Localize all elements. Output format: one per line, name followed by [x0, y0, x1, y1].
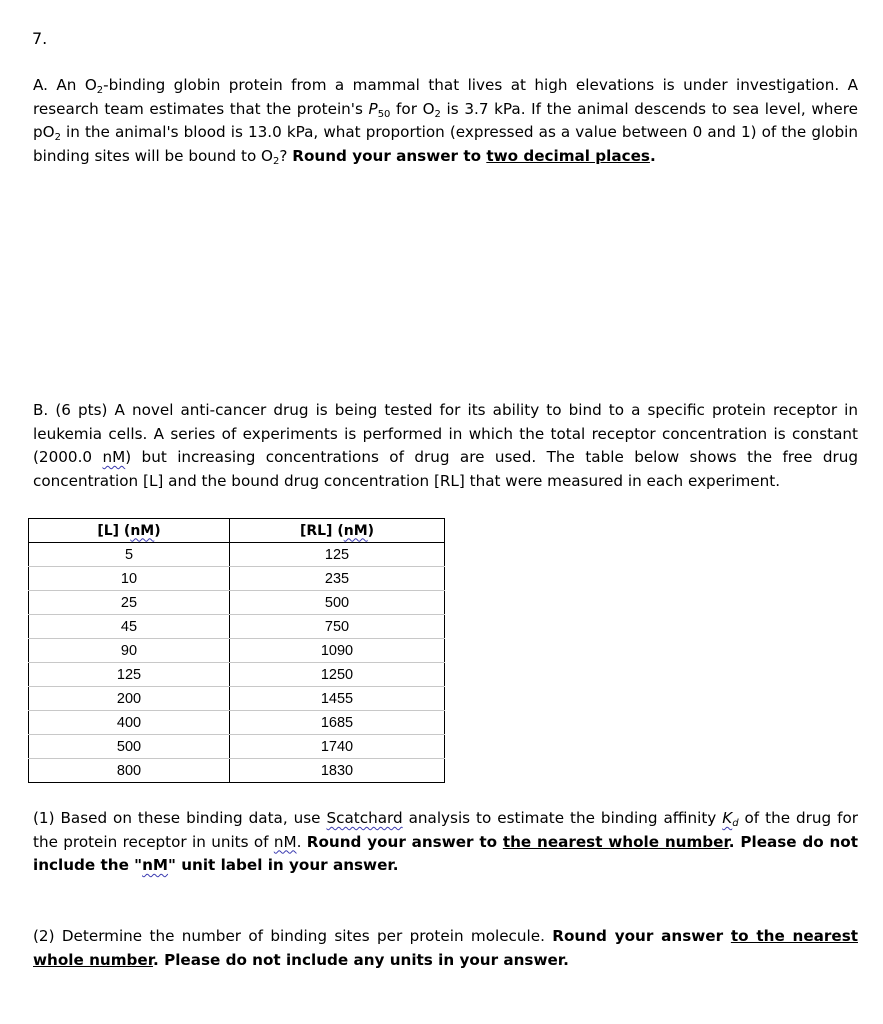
free-drug-cell: 90 — [29, 639, 230, 663]
sub-question-1: (1) Based on these binding data, use Scatchard analysis to estimate the binding affinity $K_d$ of the drug for the protein receptor in units of nM. Round your answer to the nearest whole number. Please do not include the "nM" unit label in your answer. — [33, 809, 859, 874]
bound-drug-cell: 500 — [230, 591, 445, 615]
bound-drug-cell: 1685 — [230, 711, 445, 735]
sub-question-2-instruction: Round your answer to the nearest whole number. Please do not include any units in your answer. — [33, 927, 858, 969]
table-row — [29, 543, 445, 567]
table-row — [29, 711, 445, 735]
free-drug-cell: 25 — [29, 591, 230, 615]
table-row — [29, 663, 445, 687]
table-row — [29, 735, 445, 759]
question-number: 7. — [32, 29, 48, 48]
part-a-rounding-instruction: Round your answer to two decimal places. — [292, 146, 656, 165]
table-row — [29, 591, 445, 615]
bound-drug-cell: 1250 — [230, 663, 445, 687]
bound-drug-cell: 1090 — [230, 639, 445, 663]
sub-question-1-instruction: Round your answer to the nearest whole number. Please do not include the "nM" unit label in your answer. — [33, 832, 859, 874]
column-header-bound-drug: [RL] (nM) — [230, 519, 445, 543]
binding-data-table — [28, 518, 445, 783]
table-row — [29, 567, 445, 591]
scatchard-term: Scatchard — [326, 809, 403, 827]
column-header-free-drug: [L] (nM) — [29, 519, 230, 543]
nm-unit: nM — [102, 448, 126, 466]
table-row — [29, 639, 445, 663]
bound-drug-cell: 1740 — [230, 735, 445, 759]
table-row — [29, 687, 445, 711]
free-drug-cell: 10 — [29, 567, 230, 591]
bound-drug-cell: 1455 — [230, 687, 445, 711]
bound-drug-cell: 1830 — [230, 759, 445, 783]
table-row — [29, 615, 445, 639]
p50-symbol: P — [368, 99, 378, 118]
kd-symbol: K — [722, 809, 733, 827]
bound-drug-cell: 750 — [230, 615, 445, 639]
free-drug-cell: 800 — [29, 759, 230, 783]
sub-question-2: (2) Determine the number of binding sites per protein molecule. Round your answer to the nearest whole number. Please do not include any units in your answer. — [33, 927, 858, 969]
free-drug-cell: 125 — [29, 663, 230, 687]
free-drug-cell: 500 — [29, 735, 230, 759]
free-drug-cell: 200 — [29, 687, 230, 711]
table-row — [29, 759, 445, 783]
table-header-row — [29, 519, 445, 543]
free-drug-cell: 400 — [29, 711, 230, 735]
free-drug-cell: 45 — [29, 615, 230, 639]
bound-drug-cell: 125 — [230, 543, 445, 567]
free-drug-cell: 5 — [29, 543, 230, 567]
bound-drug-cell: 235 — [230, 567, 445, 591]
part-a-question: A. An $O_2$-binding globin protein from a mammal that lives at high elevations is under investigation. A research team estimates that the protein's $P_{50}$ for $O_2$ is 3.7 kPa. If the animal descends to sea level, where $pO_2$ in the animal's blood is 13.0 kPa, what proportion (expressed as a value between 0 and 1) of the globin binding sites will be bound to $O_2$? Round your answer to two decimal places. — [33, 76, 859, 167]
part-b-question: B. (6 pts) A novel anti-cancer drug is being tested for its ability to bind to a specific protein receptor in leukemia cells. A series of experiments is performed in which the total receptor concentration is constant (2000.0 nM) but increasing concentrations of drug are used. The table below shows the free drug concentration [L] and the bound drug concentration [RL] that were measured in each experiment. — [33, 401, 858, 490]
